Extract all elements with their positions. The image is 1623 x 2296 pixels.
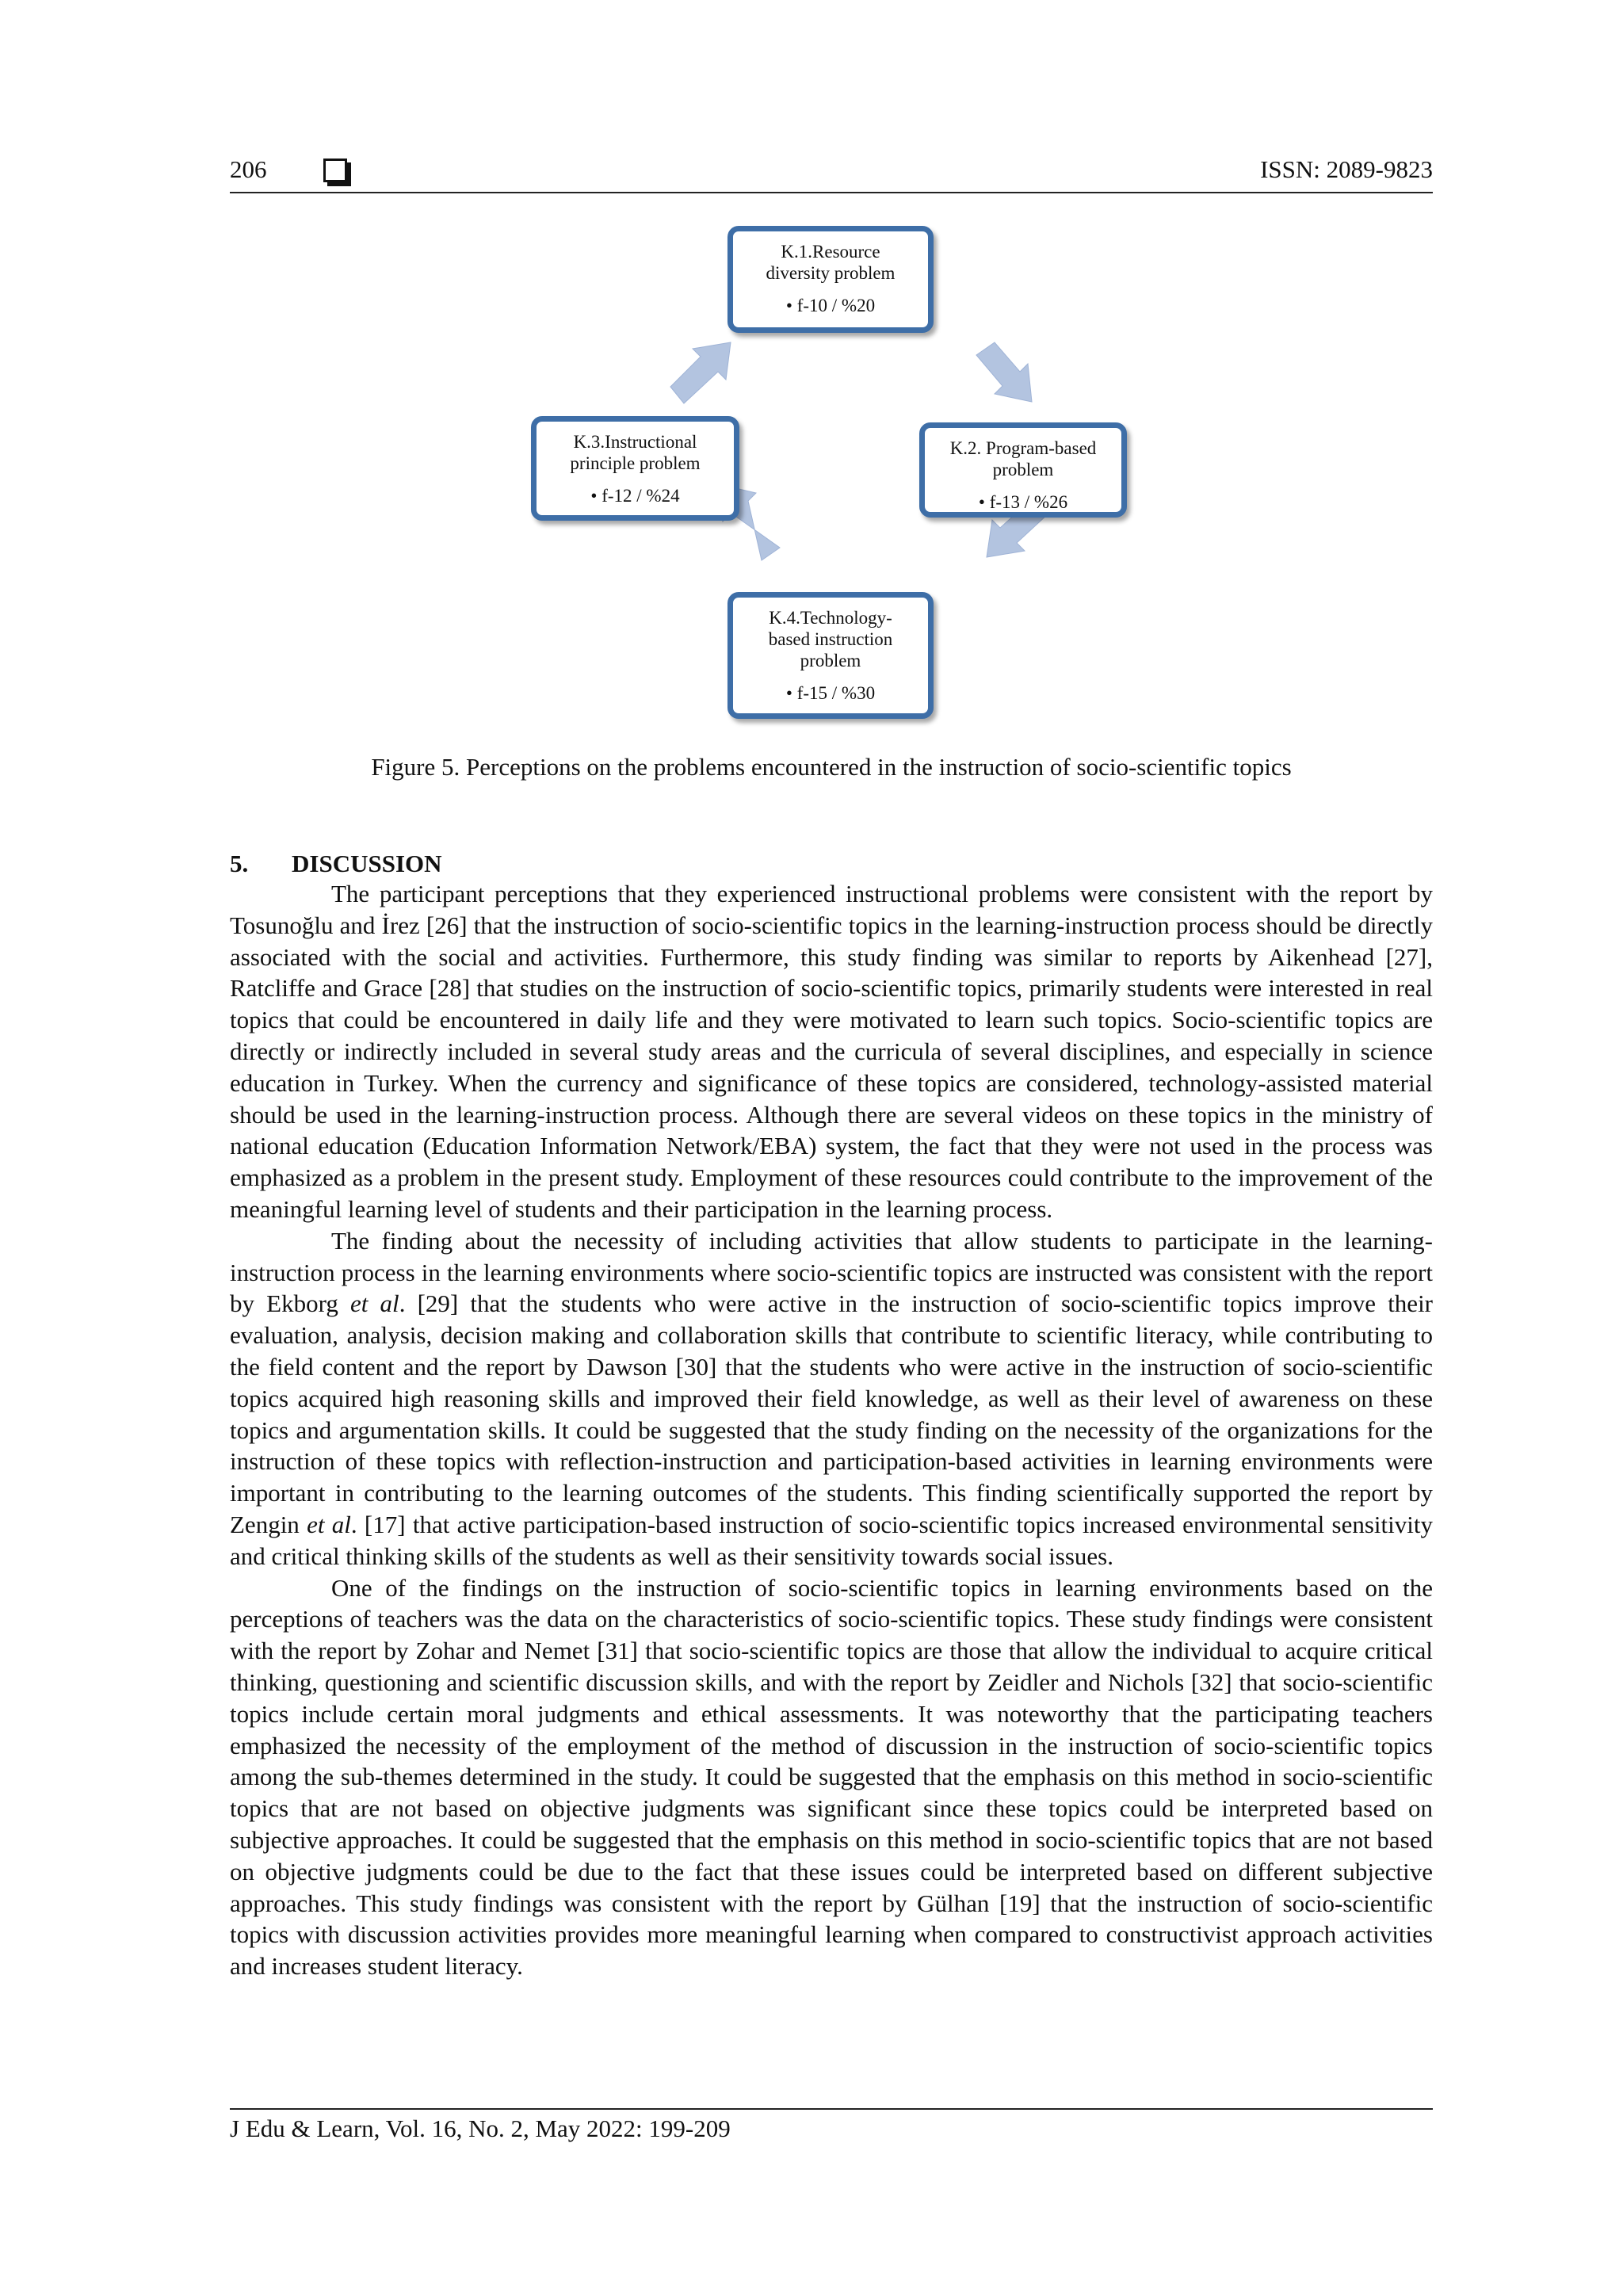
box-k4-line-2: based instruction xyxy=(768,629,893,649)
box-k2-line-2: problem xyxy=(992,460,1054,479)
box-k1-stat: • f-10 / %20 xyxy=(785,296,876,315)
box-k1-line-1: K.1.Resource xyxy=(781,242,880,262)
arrow-k3-to-k1 xyxy=(670,342,731,403)
paragraph-1 xyxy=(230,878,1433,1225)
figure-5-diagram xyxy=(523,218,1141,725)
box-k4-stat: • f-15 / %30 xyxy=(785,683,876,703)
box-k3-line-2: principle problem xyxy=(570,453,701,473)
box-k3-instructional-principle xyxy=(531,416,739,521)
box-k3-stat: • f-12 / %24 xyxy=(590,486,680,506)
checkbox-square-icon xyxy=(323,159,347,182)
journal-citation: J Edu & Learn, Vol. 16, No. 2, May 2022: 199-209 xyxy=(230,2115,731,2142)
discussion-body xyxy=(230,878,1433,1982)
paragraph-text-run: The participant perceptions that they experienced instructional problems were consistent with the report by Tosunoğlu and İrez [26] that the instruction of socio-scientific topics in the learning-instruction process should be directly associated with the social and activities. Furthermore, this study finding was similar to reports by Aikenhead [27], Ratcliffe and Grace [28] that studies on the instruction of socio-scientific topics, primarily students were interested in real topics that could be encountered in daily life and they were motivated to learn such topics. Socio-scientific topics are directly or indirectly included in several study areas and the curricula of several disciplines, and especially in science education in Turkey. When the currency and significance of these topics are considered, technology-assisted material should be used in the learning-instruction process. Although there are several videos on these topics in the ministry of national education (Education Information Network/EBA) system, the fact that they were not used in the process was emphasized as a problem in the present study. Employment of these resources could contribute to the improvement of the meaningful learning level of students and their participation in the learning process. xyxy=(230,880,1433,1223)
paragraph-text-run: One of the findings on the instruction of socio-scientific topics in learning environments based on the perceptions of teachers was the data on the characteristics of socio-scientific topics. These study findings were consistent with the report by Zohar and Nemet [31] that socio-scientific topics are those that allow the individual to acquire critical thinking, questioning and scientific discussion skills, and with the report by Zeidler and Nichols [32] that socio-scientific topics include certain moral judgments and ethical assessments. It was noteworthy that the participating teachers emphasized the necessity of the employment of the method of discussion in the instruction of socio-scientific topics among the sub-themes determined in the study. It could be suggested that the emphasis on this method in socio-scientific topics that are not based on objective judgments was significant since these topics could be interpreted based on subjective approaches. It could be suggested that the emphasis on this method in socio-scientific topics that are not based on objective judgments could be due to the fact that these issues could be interpreted based on different subjective approaches. This study findings was consistent with the report by Gülhan [19] that the instruction of socio-scientific topics with discussion activities provides more meaningful learning when compared to constructivist approach activities and increases student literacy. xyxy=(230,1573,1433,1981)
section-heading xyxy=(230,850,442,878)
page-header xyxy=(230,152,1433,193)
section-number: 5. xyxy=(230,850,249,877)
box-k1-line-2: diversity problem xyxy=(766,263,896,283)
figure-caption: Figure 5. Perceptions on the problems encountered in the instruction of socio-scientific topics xyxy=(371,753,1292,781)
paragraph-2 xyxy=(230,1225,1433,1572)
paragraph-text-run: The finding about the necessity of including activities that allow students to participate in the learning-instruction process in the learning environments where socio-scientific topics are instructed was consistent with the report by Ekborg xyxy=(230,1226,1433,1318)
box-k2-stat: • f-13 / %26 xyxy=(978,492,1068,512)
box-k4-line-1: K.4.Technology- xyxy=(769,608,892,628)
paragraph-3 xyxy=(230,1572,1433,1982)
box-k3-line-1: K.3.Instructional xyxy=(573,432,697,452)
arrow-k1-to-k2 xyxy=(976,342,1032,402)
paragraph-text-run: . [17] that active participation-based instruction of socio-scientific topics increased environmental sensitivity and critical thinking skills of the students as well as their sensitivity towards social issues. xyxy=(230,1510,1433,1570)
section-title: DISCUSSION xyxy=(292,850,442,877)
box-k4-line-3: problem xyxy=(800,651,861,670)
box-k1-resource-diversity xyxy=(727,226,934,333)
paragraph-text-run: et al xyxy=(307,1510,351,1538)
box-k2-program-based xyxy=(919,422,1127,518)
issn-label: ISSN: 2089-9823 xyxy=(1260,155,1433,183)
box-k4-technology-based xyxy=(727,592,934,719)
page-number: 206 xyxy=(230,155,267,183)
page-footer xyxy=(230,2108,1433,2143)
paragraph-text-run: . [29] that the students who were active in the instruction of socio-scientific topics improve their evaluation, analysis, decision making and collaboration skills that contribute to scientific literacy, while contributing to the field content and the report by Dawson [30] that the students who were active in the instruction of socio-scientific topics acquired high reasoning skills and improved their field knowledge, as well as their level of awareness on these topics and argumentation skills. It could be suggested that the study finding on the necessity of the organizations for the instruction of these topics with reflection-instruction and participation-based activities in learning environments were important in contributing to the learning outcomes of the students. This finding scientifically supported the report by Zengin xyxy=(230,1289,1434,1538)
paragraph-text-run: et al xyxy=(350,1289,399,1318)
box-k2-line-1: K.2. Program-based xyxy=(949,438,1097,458)
